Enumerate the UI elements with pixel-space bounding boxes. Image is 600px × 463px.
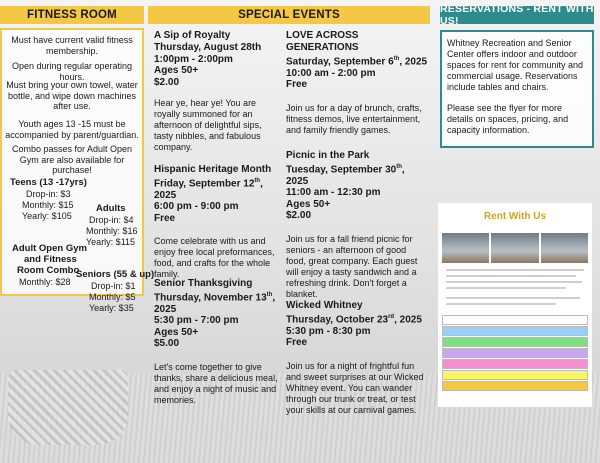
flyer-photos — [442, 233, 588, 263]
membership-note: Must have current valid fitness membership. — [11, 35, 133, 56]
event-ages: Ages 50+ — [154, 326, 199, 338]
event-date: Tuesday, September 30th, 2025 — [286, 164, 405, 187]
flyer-fine-print — [446, 281, 582, 283]
teens-yearly: Yearly: $105 — [22, 211, 72, 221]
flyer-fine-print — [446, 303, 556, 305]
youth-note: Youth ages 13 -15 must be accompanied by parent/guardian. — [5, 119, 139, 140]
event-hispanic-heritage — [154, 164, 282, 280]
event-picnic-in-the-park — [286, 150, 428, 300]
event-description: Let's come together to give thanks, share a delicious meal, and enjoy a night of music and memories. — [154, 361, 278, 405]
hours-note: Open during regular operating hours. — [11, 61, 133, 82]
combo-label-line3: Room Combo — [17, 265, 80, 276]
event-price: Free — [154, 212, 176, 224]
combo-monthly: Monthly: $28 — [19, 277, 71, 287]
event-time: 10:00 am - 2:00 pm — [286, 67, 376, 79]
adults-yearly: Yearly: $115 — [86, 237, 136, 247]
event-price: $2.00 — [154, 76, 180, 88]
event-ages: Ages 50+ — [154, 65, 199, 76]
event-date: Thursday, October 23rd, 2025 — [286, 314, 422, 326]
event-senior-thanksgiving — [154, 278, 282, 406]
special-events-heading: SPECIAL EVENTS — [148, 6, 430, 24]
flyer-table-row — [442, 326, 588, 336]
event-description: Join us for a day of brunch, crafts, fitness demos, live entertainment, and family friendly games. — [286, 102, 422, 135]
flyer-photo — [541, 233, 588, 263]
seniors-yearly: Yearly: $35 — [89, 303, 134, 313]
flyer-fine-print — [446, 297, 580, 299]
event-price: Free — [286, 337, 308, 349]
event-price: $5.00 — [154, 338, 180, 350]
teens-label: Teens (13 -17yrs) — [10, 177, 87, 188]
event-time: 11:00 am - 12:30 pm — [286, 187, 381, 199]
event-description: Join us for a night of frightful fun and sweet surprises at our Wicked Whitney event. You can wander through our trunk or treat, or test your skills at our carnival games. — [286, 360, 424, 415]
event-title: Hispanic Heritage Month — [154, 164, 272, 175]
seniors-label: Seniors (55 & up) — [76, 269, 155, 280]
seniors-monthly: Monthly: $5 — [89, 292, 136, 302]
bring-note: Must bring your own towel, water bottle, and wipe down machines after use. — [6, 80, 138, 111]
flyer-fine-print — [446, 269, 584, 271]
event-ages: Ages 50+ — [286, 198, 331, 210]
event-title: A Sip of Royalty — [154, 30, 231, 41]
flyer-fine-print — [446, 275, 576, 277]
event-description: Hear ye, hear ye! You are royally summoned for an afternoon of delightful sips, tasty nibbles, and fabulous company. — [154, 98, 262, 152]
event-title: Picnic in the Park — [286, 150, 370, 161]
reservations-description: Whitney Recreation and Senior Center offers indoor and outdoor spaces for rent for community and commercial usage. Reservations include tables and chairs. — [447, 38, 584, 92]
reservations-panel — [440, 30, 594, 148]
event-time: 5:30 pm - 8:30 pm — [286, 325, 371, 337]
adults-dropin: Drop-in: $4 — [89, 215, 134, 225]
seniors-dropin: Drop-in: $1 — [91, 281, 136, 291]
event-date: Thursday, November 13th, 2025 — [154, 292, 276, 315]
flyer-table-row — [442, 370, 588, 380]
combo-label-line2: and Fitness — [24, 254, 77, 265]
event-title: Wicked Whitney — [286, 300, 363, 311]
picnic-basket-image — [8, 370, 128, 445]
event-date: Friday, September 12th, 2025 — [154, 178, 263, 201]
flyer-fine-print — [446, 287, 566, 289]
event-date: Saturday, September 6th, 2025 — [286, 56, 428, 68]
flyer-table-row — [442, 348, 588, 358]
event-price: Free — [286, 79, 308, 91]
event-title: LOVE ACROSS GENERATIONS — [286, 30, 359, 53]
flyer-table-row — [442, 359, 588, 369]
flyer-pricing-table — [442, 315, 588, 399]
event-time: 5:30 pm - 7:00 pm — [154, 315, 239, 327]
event-title: Senior Thanksgiving — [154, 278, 253, 289]
event-love-across-generations — [286, 30, 428, 136]
event-time: 1:00pm - 2:00pm — [154, 53, 233, 65]
event-description: Come celebrate with us and enjoy free local preformances, food, and crafts for the whole family. — [154, 236, 275, 280]
flyer-table-row — [442, 381, 588, 391]
flyer-table-row — [442, 315, 588, 325]
event-price: $2.00 — [286, 210, 312, 222]
combo-label-line1: Adult Open Gym — [12, 243, 87, 254]
fitness-room-heading: FITNESS ROOM — [0, 6, 144, 24]
combo-note: Combo passes for Adult Open Gym are also available for purchase! — [11, 144, 133, 175]
event-wicked-whitney — [286, 300, 428, 416]
event-sip-of-royalty — [154, 30, 278, 153]
rent-with-us-flyer — [438, 203, 592, 407]
event-date: Thursday, August 28th — [154, 42, 262, 53]
flyer-table-row — [442, 337, 588, 347]
event-description: Join us for a fall friend picnic for seniors - an afternoon of good food, great company. Each guest will enjoy a tasty sandwich and a refreshing drink. Don't forget a blanket. — [286, 233, 418, 299]
flyer-photo — [442, 233, 489, 263]
flyer-title: Rent With Us — [483, 211, 547, 222]
reservations-heading: RESERVATIONS - RENT WITH US! — [440, 3, 594, 27]
adults-monthly: Monthly: $16 — [86, 226, 138, 236]
teens-dropin: Drop-in: $3 — [26, 189, 71, 199]
event-time: 6:00 pm - 9:00 pm — [154, 201, 239, 213]
reservations-flyer-note: Please see the flyer for more details on spaces, pricing, and capacity information. — [447, 103, 569, 135]
adults-label: Adults — [96, 203, 126, 214]
flyer-photo — [491, 233, 538, 263]
teens-monthly: Monthly: $15 — [22, 200, 74, 210]
